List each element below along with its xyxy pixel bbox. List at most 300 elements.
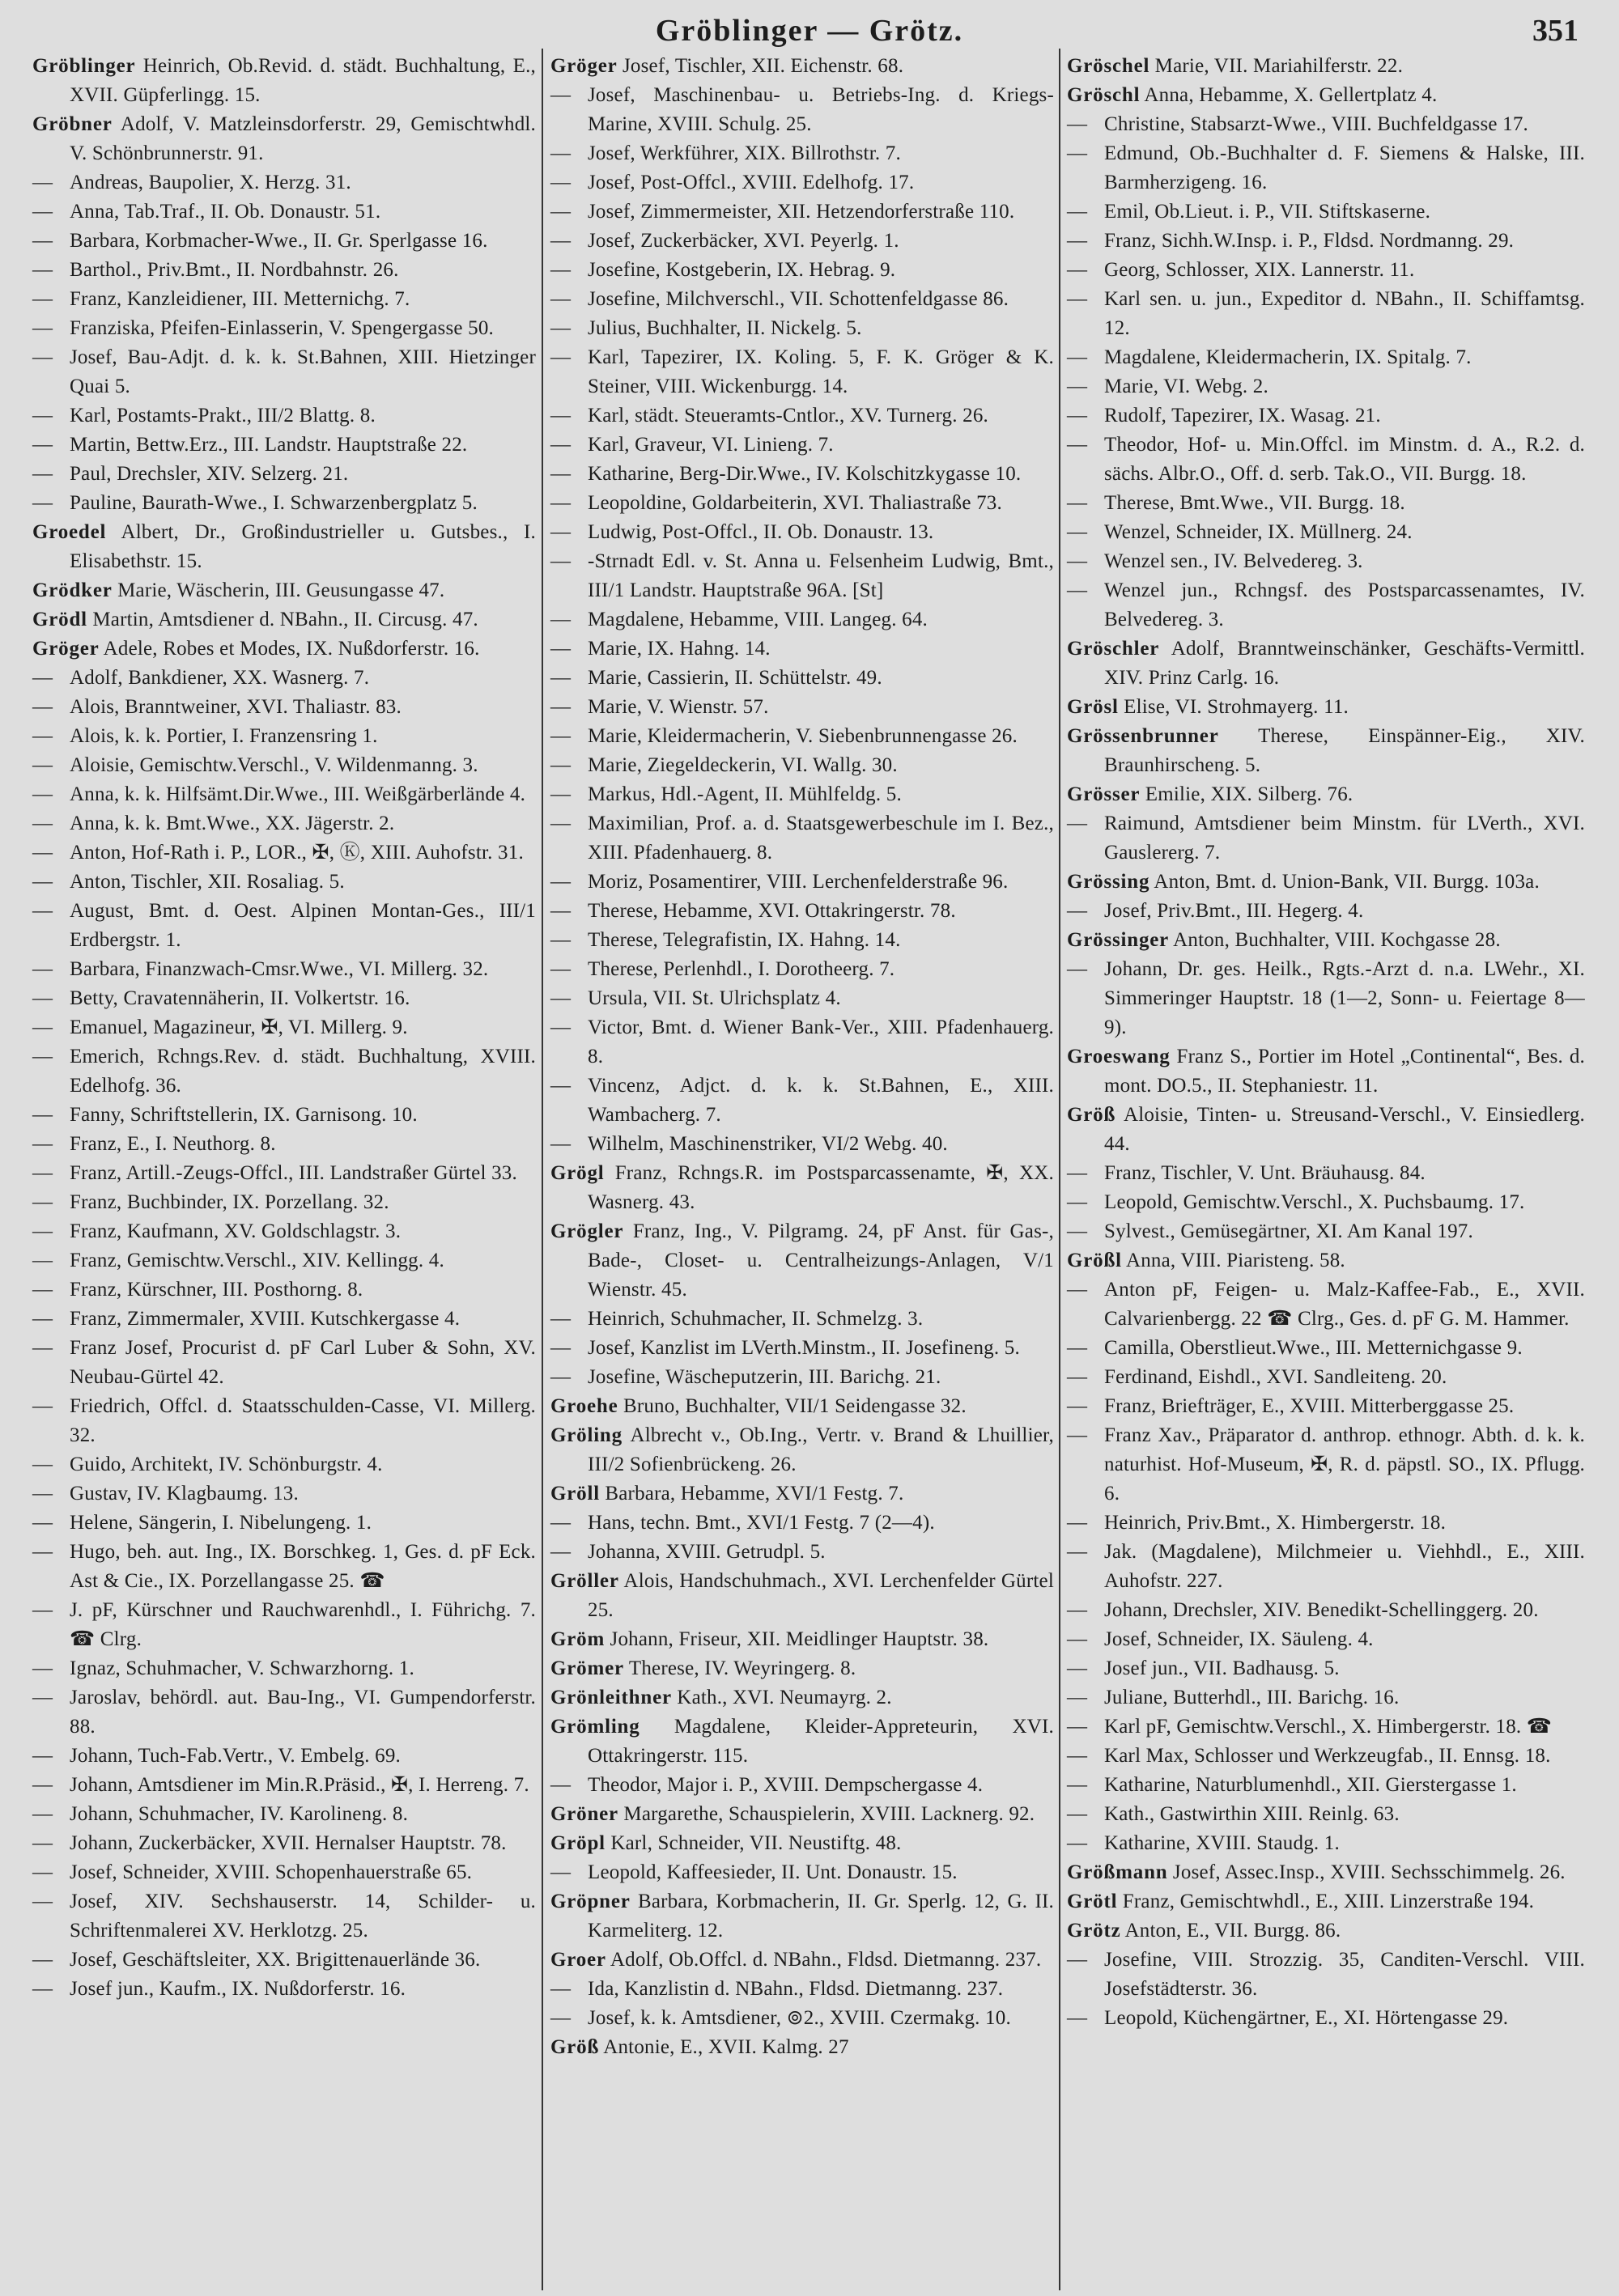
entry-text: Fanny, Schriftstellerin, IX. Garnisong. 10. (70, 1104, 418, 1126)
entry-text: Anton, Buchhalter, VIII. Kochgasse 28. (1169, 929, 1501, 951)
entry-text: Rudolf, Tapezirer, IX. Wasag. 21. (1104, 405, 1381, 427)
surname-heading: Gröger (32, 638, 100, 660)
sub-entry (550, 343, 1054, 401)
surname-entry (550, 52, 1054, 81)
entry-text: Josef jun., VII. Badhausg. 5. (1104, 1657, 1340, 1679)
sub-entry (1067, 1800, 1585, 1829)
sub-entry (1067, 1421, 1585, 1509)
entry-text: Emilie, XIX. Silberg. 76. (1140, 783, 1353, 805)
sub-entry (550, 1858, 1054, 1887)
entry-text: Elise, VI. Strohmayerg. 11. (1118, 696, 1349, 718)
sub-entry (32, 809, 536, 838)
sub-entry (1067, 547, 1585, 576)
column-divider (1059, 49, 1060, 2290)
sub-entry (550, 227, 1054, 256)
surname-heading: Grönleithner (550, 1687, 672, 1708)
surname-entry (1067, 1916, 1585, 1946)
ditto-dash: — (1067, 1424, 1088, 1446)
entry-text: Magdalene, Hebamme, VIII. Langeg. 64. (588, 609, 928, 630)
ditto-dash: — (550, 958, 572, 980)
entry-text: Anton pF, Feigen- u. Malz-Kaffee-Fab., E., XVII. Calvarienbergg. 22 ☎ Clrg., Ges. d. pF G. M. Hammer. (1104, 1279, 1585, 1330)
ditto-dash: — (550, 987, 572, 1009)
page-number: 351 (1532, 14, 1579, 48)
sub-entry (1067, 809, 1585, 868)
sub-entry (1067, 1275, 1585, 1334)
ditto-dash: — (32, 1483, 53, 1504)
sub-entry (1067, 518, 1585, 547)
column-divider (542, 49, 543, 2290)
sub-entry (32, 401, 536, 431)
sub-entry (1067, 401, 1585, 431)
sub-entry (1067, 1946, 1585, 2004)
sub-entry (550, 489, 1054, 518)
ditto-dash: — (550, 1133, 572, 1155)
entry-text: Therese, Perlenhdl., I. Dorotheerg. 7. (588, 958, 895, 980)
ditto-dash: — (550, 1861, 572, 1883)
entry-text: Katharine, XVIII. Staudg. 1. (1104, 1832, 1340, 1854)
ditto-dash: — (32, 1774, 53, 1796)
ditto-dash: — (550, 434, 572, 456)
sub-entry (32, 1305, 536, 1334)
ditto-dash: — (32, 871, 53, 893)
ditto-dash: — (32, 1454, 53, 1475)
sub-entry (1067, 1217, 1585, 1246)
entry-text: Johanna, XVIII. Getrudpl. 5. (588, 1541, 826, 1563)
ditto-dash: — (1067, 1541, 1088, 1563)
ditto-dash: — (550, 1308, 572, 1330)
sub-entry (32, 256, 536, 285)
ditto-dash: — (550, 346, 572, 368)
ditto-dash: — (550, 550, 572, 572)
sub-entry (550, 285, 1054, 314)
ditto-dash: — (1067, 813, 1088, 834)
ditto-dash: — (1067, 1832, 1088, 1854)
entry-text: Leopoldine, Goldarbeiterin, XVI. Thaliastraße 73. (588, 492, 1002, 514)
entry-text: Adolf, Branntweinschänker, Geschäfts-Vermittl. XIV. Prinz Carlg. 16. (1104, 638, 1585, 689)
ditto-dash: — (32, 1512, 53, 1534)
sub-entry (550, 1538, 1054, 1567)
surname-heading: Größ (1067, 1104, 1116, 1126)
sub-entry (550, 984, 1054, 1013)
surname-entry (550, 1946, 1054, 1975)
sub-entry (550, 1305, 1054, 1334)
surname-entry (550, 1479, 1054, 1509)
entry-text: Johann, Zuckerbäcker, XVII. Hernalser Hauptstr. 78. (70, 1832, 507, 1854)
entry-text: Andreas, Baupolier, X. Herzg. 31. (70, 172, 351, 193)
sub-entry (1067, 1509, 1585, 1538)
ditto-dash: — (550, 638, 572, 660)
sub-entry (32, 1858, 536, 1887)
entry-text: Josefine, VIII. Strozzig. 35, Canditen-Verschl. VIII. Josefstädterstr. 36. (1104, 1949, 1585, 2000)
surname-entry (550, 1567, 1054, 1625)
sub-entry (550, 314, 1054, 343)
sub-entry (32, 1771, 536, 1800)
ditto-dash: — (550, 929, 572, 951)
sub-entry (32, 955, 536, 984)
entry-text: Karl Max, Schlosser und Werkzeugfab., II. Ennsg. 18. (1104, 1745, 1551, 1767)
entry-text: Bruno, Buchhalter, VII/1 Seidengasse 32. (618, 1395, 967, 1417)
surname-entry (550, 1712, 1054, 1771)
surname-heading: Gröblinger (32, 55, 136, 77)
sub-entry (1067, 1742, 1585, 1771)
directory-column-1 (32, 52, 536, 2004)
entry-text: Franz Josef, Procurist d. pF Carl Luber & Sohn, XV. Neubau-Gürtel 42. (70, 1337, 536, 1388)
surname-entry (1067, 926, 1585, 955)
sub-entry (32, 1217, 536, 1246)
surname-entry (1067, 722, 1585, 780)
sub-entry (1067, 576, 1585, 634)
entry-text: August, Bmt. d. Oest. Alpinen Montan-Ges., III/1 Erdbergstr. 1. (70, 900, 536, 951)
surname-entry (1067, 1042, 1585, 1101)
sub-entry (550, 868, 1054, 897)
ditto-dash: — (1067, 900, 1088, 922)
entry-text: Vincenz, Adjct. d. k. k. St.Bahnen, E., XIII. Wambacherg. 7. (588, 1075, 1054, 1126)
entry-text: Anton, Tischler, XII. Rosaliag. 5. (70, 871, 345, 893)
entry-text: Raimund, Amtsdiener beim Minstm. für LVerth., XVI. Gauslererg. 7. (1104, 813, 1585, 864)
entry-text: Marie, Wäscherin, III. Geusungasse 47. (112, 579, 445, 601)
sub-entry (550, 1334, 1054, 1363)
ditto-dash: — (550, 1541, 572, 1563)
ditto-dash: — (550, 1337, 572, 1359)
ditto-dash: — (32, 172, 53, 193)
sub-entry (1067, 489, 1585, 518)
ditto-dash: — (1067, 492, 1088, 514)
ditto-dash: — (550, 521, 572, 543)
entry-text: Aloisie, Gemischtw.Verschl., V. Wildenmanng. 3. (70, 754, 478, 776)
ditto-dash: — (32, 1279, 53, 1301)
entry-text: Johann, Schuhmacher, IV. Karolineng. 8. (70, 1803, 409, 1825)
entry-text: Karl sen. u. jun., Expeditor d. NBahn., II. Schiffamtsg. 12. (1104, 288, 1585, 339)
ditto-dash: — (1067, 201, 1088, 223)
sub-entry (32, 1509, 536, 1538)
sub-entry (550, 751, 1054, 780)
ditto-dash: — (32, 842, 53, 864)
ditto-dash: — (32, 230, 53, 252)
surname-heading: Gröbner (32, 113, 113, 135)
surname-heading: Groehe (550, 1395, 618, 1417)
entry-text: Barbara, Finanzwach-Cmsr.Wwe., VI. Millerg. 32. (70, 958, 489, 980)
entry-text: Johann, Friseur, XII. Meidlinger Hauptstr. 38. (605, 1628, 989, 1650)
ditto-dash: — (32, 1803, 53, 1825)
entry-text: Wenzel, Schneider, IX. Müllnerg. 24. (1104, 521, 1413, 543)
surname-entry (550, 1217, 1054, 1305)
sub-entry (550, 1072, 1054, 1130)
sub-entry (1067, 1654, 1585, 1683)
ditto-dash: — (1067, 113, 1088, 135)
sub-entry (1067, 197, 1585, 227)
sub-entry (32, 1538, 536, 1596)
sub-entry (1067, 1625, 1585, 1654)
surname-heading: Groedel (32, 521, 107, 543)
sub-entry (550, 256, 1054, 285)
entry-text: Johann, Tuch-Fab.Vertr., V. Embelg. 69. (70, 1745, 401, 1767)
entry-text: Hugo, beh. aut. Ing., IX. Borschkeg. 1, Ges. d. pF Eck. Ast & Cie., IX. Porzellangasse 25. ☎ (70, 1541, 536, 1592)
sub-entry (1067, 897, 1585, 926)
ditto-dash: — (1067, 230, 1088, 252)
ditto-dash: — (550, 813, 572, 834)
entry-text: Wenzel sen., IV. Belvedereg. 3. (1104, 550, 1363, 572)
surname-heading: Grögl (550, 1162, 605, 1184)
ditto-dash: — (32, 1949, 53, 1971)
ditto-dash: — (32, 987, 53, 1009)
sub-entry (550, 460, 1054, 489)
surname-entry (1067, 1246, 1585, 1275)
entry-text: Theodor, Major i. P., XVIII. Dempschergasse 4. (588, 1774, 984, 1796)
sub-entry (550, 1013, 1054, 1072)
entry-text: Heinrich, Schuhmacher, II. Schmelzg. 3. (588, 1308, 924, 1330)
surname-entry (32, 52, 536, 110)
entry-text: Ludwig, Post-Offcl., II. Ob. Donaustr. 13. (588, 521, 934, 543)
entry-text: Ignaz, Schuhmacher, V. Schwarzhorng. 1. (70, 1657, 414, 1679)
entry-text: Josef, Werkführer, XIX. Billrothstr. 7. (588, 142, 901, 164)
ditto-dash: — (550, 900, 572, 922)
entry-text: Margarethe, Schauspielerin, XVIII. Lacknerg. 92. (618, 1803, 1035, 1825)
sub-entry (32, 431, 536, 460)
entry-text: Camilla, Oberstlieut.Wwe., III. Metternichgasse 9. (1104, 1337, 1523, 1359)
entry-text: Alois, k. k. Portier, I. Franzensring 1. (70, 725, 378, 747)
entry-text: Antonie, E., XVII. Kalmg. 27 (599, 2036, 849, 2058)
sub-entry (1067, 110, 1585, 139)
sub-entry (32, 1334, 536, 1392)
sub-entry (32, 1130, 536, 1159)
sub-entry (32, 1042, 536, 1101)
surname-entry (1067, 52, 1585, 81)
ditto-dash: — (1067, 1191, 1088, 1213)
entry-text: Marie, Ziegeldeckerin, VI. Wallg. 30. (588, 754, 898, 776)
sub-entry (1067, 2004, 1585, 2033)
surname-entry (1067, 1858, 1585, 1887)
ditto-dash: — (32, 1308, 53, 1330)
entry-text: Guido, Architekt, IV. Schönburgstr. 4. (70, 1454, 383, 1475)
ditto-dash: — (1067, 142, 1088, 164)
entry-text: Ursula, VII. St. Ulrichsplatz 4. (588, 987, 841, 1009)
ditto-dash: — (550, 84, 572, 106)
sub-entry (1067, 1363, 1585, 1392)
surname-entry (1067, 868, 1585, 897)
sub-entry (1067, 285, 1585, 343)
surname-heading: Grösser (1067, 783, 1141, 805)
ditto-dash: — (1067, 288, 1088, 310)
sub-entry (32, 1800, 536, 1829)
ditto-dash: — (32, 288, 53, 310)
entry-text: Ida, Kanzlistin d. NBahn., Fldsd. Dietmanng. 237. (588, 1978, 1004, 2000)
entry-text: Edmund, Ob.-Buchhalter d. F. Siemens & Halske, III. Barmherzigeng. 16. (1104, 142, 1585, 193)
ditto-dash: — (32, 1337, 53, 1359)
surname-entry (550, 1654, 1054, 1683)
sub-entry (1067, 139, 1585, 197)
sub-entry (32, 1946, 536, 1975)
ditto-dash: — (32, 1133, 53, 1155)
ditto-dash: — (1067, 579, 1088, 601)
ditto-dash: — (550, 405, 572, 427)
entry-text: Theodor, Hof- u. Min.Offcl. im Minstm. d. A., R.2. d. sächs. Albr.O., Off. d. serb. Tak.O., VII. Burgg. 18. (1104, 434, 1585, 485)
entry-text: Leopold, Kaffeesieder, II. Unt. Donaustr. 15. (588, 1861, 958, 1883)
sub-entry (32, 868, 536, 897)
sub-entry (550, 2004, 1054, 2033)
surname-heading: Gröger (550, 55, 618, 77)
entry-text: Martin, Bettw.Erz., III. Landstr. Hauptstraße 22. (70, 434, 468, 456)
sub-entry (32, 1479, 536, 1509)
entry-text: Katharine, Berg-Dir.Wwe., IV. Kolschitzkygasse 10. (588, 463, 1022, 485)
entry-text: Adele, Robes et Modes, IX. Nußdorferstr. 16. (99, 638, 480, 660)
ditto-dash: — (550, 172, 572, 193)
surname-heading: Gröller (550, 1570, 619, 1592)
entry-text: Franz, Tischler, V. Unt. Bräuhausg. 84. (1104, 1162, 1426, 1184)
sub-entry (32, 285, 536, 314)
sub-entry (32, 343, 536, 401)
surname-entry (550, 1800, 1054, 1829)
ditto-dash: — (32, 1016, 53, 1038)
entry-text: Josef, Geschäftsleiter, XX. Brigittenauerlände 36. (70, 1949, 481, 1971)
ditto-dash: — (1067, 1687, 1088, 1708)
surname-entry (550, 1683, 1054, 1712)
entry-text: Franz S., Portier im Hotel „Continental“, Bes. d. mont. DO.5., II. Stephaniestr. 11. (1104, 1046, 1585, 1097)
entry-text: Ferdinand, Eishdl., XVI. Sandleiteng. 20. (1104, 1366, 1447, 1388)
ditto-dash: — (32, 754, 53, 776)
ditto-dash: — (32, 1599, 53, 1621)
entry-text: Franz, Rchngs.R. im Postsparcassenamte, ✠, XX. Wasnerg. 43. (588, 1162, 1054, 1213)
entry-text: Johann, Dr. ges. Heilk., Rgts.-Arzt d. n.a. LWehr., XI. Simmeringer Hauptstr. 18 (1—2, Sonn- u. Feiertage 8—9). (1104, 958, 1585, 1038)
ditto-dash: — (1067, 1599, 1088, 1621)
surname-entry (550, 1887, 1054, 1946)
ditto-dash: — (1067, 1395, 1088, 1417)
sub-entry (1067, 1159, 1585, 1188)
entry-text: Sylvest., Gemüsegärtner, XI. Am Kanal 197. (1104, 1220, 1473, 1242)
sub-entry (32, 838, 536, 868)
surname-heading: Grössenbrunner (1067, 725, 1219, 747)
sub-entry (550, 809, 1054, 868)
entry-text: Kath., XVI. Neumayrg. 2. (671, 1687, 892, 1708)
ditto-dash: — (550, 2007, 572, 2029)
ditto-dash: — (550, 1366, 572, 1388)
surname-entry (1067, 780, 1585, 809)
entry-text: Anna, VIII. Piaristeng. 58. (1121, 1250, 1345, 1271)
entry-text: Anton, Hof-Rath i. P., LOR., ✠, Ⓚ, XIII. Auhofstr. 31. (70, 842, 524, 864)
sub-entry (32, 1654, 536, 1683)
entry-text: Magdalene, Kleidermacherin, IX. Spitalg. 7. (1104, 346, 1472, 368)
sub-entry (32, 722, 536, 751)
sub-entry (1067, 1683, 1585, 1712)
sub-entry (550, 780, 1054, 809)
sub-entry (550, 634, 1054, 664)
entry-text: Marie, VI. Webg. 2. (1104, 376, 1268, 397)
sub-entry (32, 1742, 536, 1771)
running-title: Gröblinger — Grötz. (655, 14, 964, 48)
entry-text: Josefine, Milchverschl., VII. Schottenfeldgasse 86. (588, 288, 1009, 310)
surname-heading: Grögler (550, 1220, 624, 1242)
sub-entry (32, 1013, 536, 1042)
sub-entry (550, 197, 1054, 227)
surname-heading: Gröm (550, 1628, 606, 1650)
sub-entry (32, 1246, 536, 1275)
surname-entry (1067, 1887, 1585, 1916)
surname-heading: Gröling (550, 1424, 623, 1446)
entry-text: Franz, Sichh.W.Insp. i. P., Fldsd. Nordmanng. 29. (1104, 230, 1515, 252)
surname-heading: Grössing (1067, 871, 1150, 893)
surname-heading: Grödker (32, 579, 113, 601)
sub-entry (1067, 1829, 1585, 1858)
entry-text: Franz Xav., Präparator d. anthrop. ethnogr. Abth. d. k. k. naturhist. Hof-Museum, ✠, R. d. päpstl. SO., IX. Pflugg. 6. (1104, 1424, 1585, 1504)
ditto-dash: — (32, 696, 53, 718)
sub-entry (32, 1683, 536, 1742)
sub-entry (550, 431, 1054, 460)
sub-entry (550, 1975, 1054, 2004)
entry-text: Albert, Dr., Großindustrieller u. Gutsbes., I. Elisabethstr. 15. (70, 521, 536, 572)
entry-text: Josef, Maschinenbau- u. Betriebs-Ing. d. Kriegs-Marine, XVIII. Schulg. 25. (588, 84, 1054, 135)
ditto-dash: — (550, 492, 572, 514)
entry-text: Alois, Branntweiner, XVI. Thaliastr. 83. (70, 696, 402, 718)
sub-entry (550, 664, 1054, 693)
sub-entry (550, 1130, 1054, 1159)
ditto-dash: — (32, 434, 53, 456)
entry-text: J. pF, Kürschner und Rauchwarenhdl., I. Führichg. 7. ☎ Clrg. (70, 1599, 536, 1650)
ditto-dash: — (32, 1541, 53, 1563)
ditto-dash: — (32, 1104, 53, 1126)
entry-text: Anna, k. k. Hilfsämt.Dir.Wwe., III. Weißgärberlände 4. (70, 783, 526, 805)
entry-text: Marie, VII. Mariahilferstr. 22. (1149, 55, 1404, 77)
entry-text: Franz, Ing., V. Pilgramg. 24, pF Anst. für Gas-, Bade-, Closet- u. Centralheizungs-Anlagen, V/1 Wienstr. 45. (588, 1220, 1054, 1301)
surname-entry (1067, 1101, 1585, 1159)
ditto-dash: — (550, 259, 572, 281)
sub-entry (32, 1392, 536, 1450)
ditto-dash: — (550, 754, 572, 776)
entry-text: Barthol., Priv.Bmt., II. Nordbahnstr. 26. (70, 259, 399, 281)
surname-entry (32, 518, 536, 576)
entry-text: Josef, Schneider, XVIII. Schopenhauerstraße 65. (70, 1861, 473, 1883)
ditto-dash: — (32, 783, 53, 805)
ditto-dash: — (1067, 550, 1088, 572)
sub-entry (32, 693, 536, 722)
entry-text: Josef, Priv.Bmt., III. Hegerg. 4. (1104, 900, 1364, 922)
surname-entry (32, 634, 536, 664)
surname-heading: Größl (1067, 1250, 1122, 1271)
entry-text: Franz, Kürschner, III. Posthorng. 8. (70, 1279, 363, 1301)
entry-text: Josef, k. k. Amtsdiener, ⊚2., XVIII. Czermakg. 10. (588, 2007, 1011, 2029)
ditto-dash: — (550, 1978, 572, 2000)
sub-entry (550, 547, 1054, 605)
ditto-dash: — (550, 288, 572, 310)
ditto-dash: — (550, 1512, 572, 1534)
ditto-dash: — (32, 1745, 53, 1767)
ditto-dash: — (1067, 1512, 1088, 1534)
ditto-dash: — (32, 1978, 53, 2000)
entry-text: Josef, Zuckerbäcker, XVI. Peyerlg. 1. (588, 230, 899, 252)
surname-entry (1067, 81, 1585, 110)
sub-entry (550, 139, 1054, 168)
surname-entry (550, 2033, 1054, 2062)
entry-text: Emil, Ob.Lieut. i. P., VII. Stiftskaserne. (1104, 201, 1431, 223)
surname-entry (1067, 693, 1585, 722)
ditto-dash: — (32, 1861, 53, 1883)
entry-text: Marie, Cassierin, II. Schüttelstr. 49. (588, 667, 882, 689)
sub-entry (32, 984, 536, 1013)
sub-entry (550, 401, 1054, 431)
entry-text: Heinrich, Ob.Revid. d. städt. Buchhaltung, E., XVII. Güpferlingg. 15. (70, 55, 536, 106)
sub-entry (1067, 1596, 1585, 1625)
entry-text: Franz, Gemischtwhdl., E., XIII. Linzerstraße 194. (1117, 1891, 1535, 1912)
entry-text: Georg, Schlosser, XIX. Lannerstr. 11. (1104, 259, 1415, 281)
ditto-dash: — (1067, 2007, 1088, 2029)
sub-entry (1067, 1334, 1585, 1363)
ditto-dash: — (1067, 1279, 1088, 1301)
entry-text: Adolf, V. Matzleinsdorferstr. 29, Gemischtwhdl. V. Schönbrunnerstr. 91. (70, 113, 536, 164)
entry-text: Hans, techn. Bmt., XVI/1 Festg. 7 (2—4). (588, 1512, 935, 1534)
sub-entry (1067, 343, 1585, 372)
ditto-dash: — (550, 783, 572, 805)
sub-entry (1067, 372, 1585, 401)
ditto-dash: — (550, 317, 572, 339)
sub-entry (32, 1275, 536, 1305)
